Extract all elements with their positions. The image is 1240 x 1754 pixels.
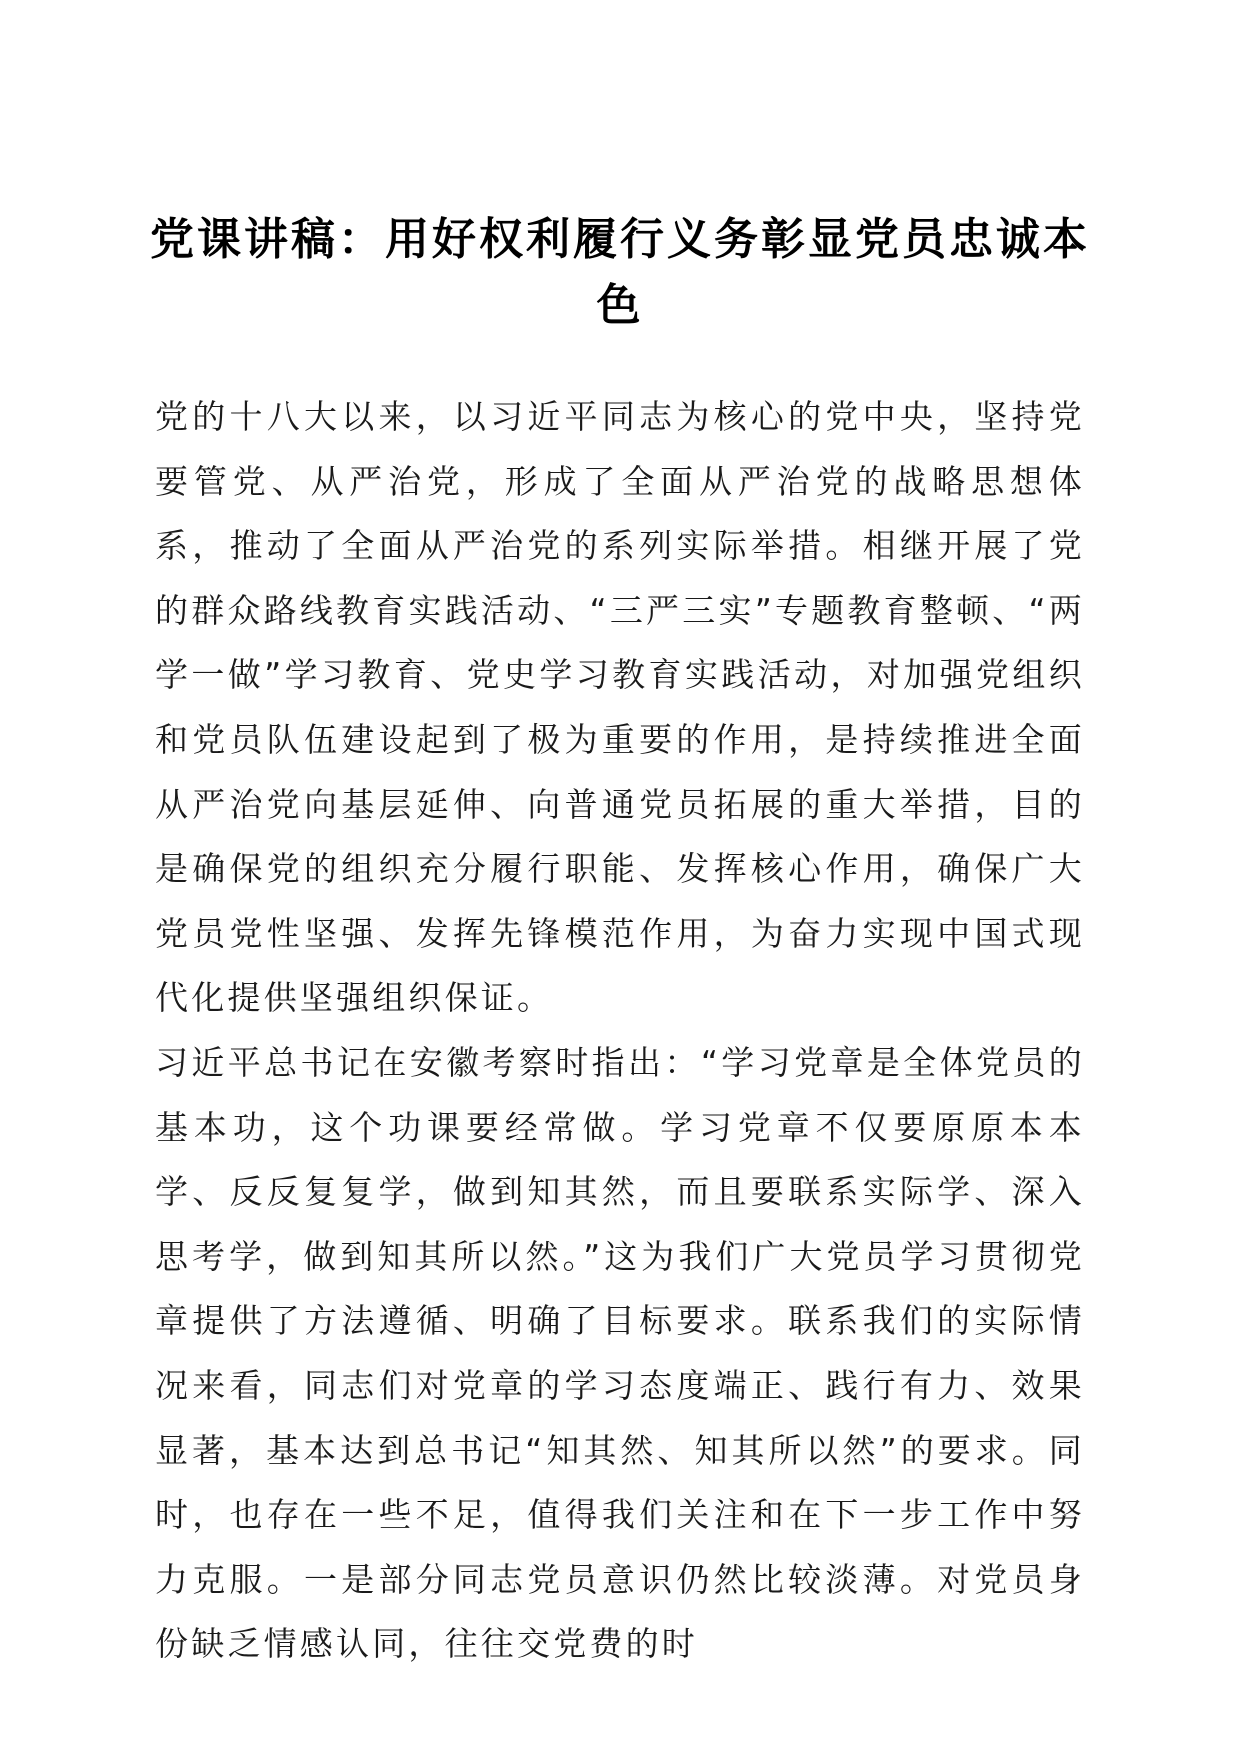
document-body [155, 385, 1085, 1677]
paragraph: 习近平总书记在安徽考察时指出：“学习党章是全体党员的基本功，这个功课要经常做。学习党章不仅要原原本本学、反反复复学，做到知其然，而且要联系实际学、深入思考学，做到知其所以然。”这为我们广大党员学习贯彻党章提供了方法遵循、明确了目标要求。联系我们的实际情况来看，同志们对党章的学习态度端正、践行有力、效果显著，基本达到总书记“知其然、知其所以然”的要求。同时，也存在一些不足，值得我们关注和在下一步工作中努力克服。一是部分同志党员意识仍然比较淡薄。对党员身份缺乏情感认同，往往交党费的时 [155, 1042, 1085, 1664]
document-title: 党课讲稿：用好权利履行义务彰显党员忠诚本色 [150, 214, 1090, 331]
paragraph: 党的十八大以来，以习近平同志为核心的党中央，坚持党要管党、从严治党，形成了全面从严治党的战略思想体系，推动了全面从严治党的系列实际举措。相继开展了党的群众路线教育实践活动、“三严三实”专题教育整顿、“两学一做”学习教育、党史学习教育实践活动，对加强党组织和党员队伍建设起到了极为重要的作用，是持续推进全面从严治党向基层延伸、向普通党员拓展的重大举措，目的是确保党的组织充分履行职能、发挥核心作用，确保广大党员党性坚强、发挥先锋模范作用，为奋力实现中国式现代化提供坚强组织保证。 [155, 397, 1085, 1018]
